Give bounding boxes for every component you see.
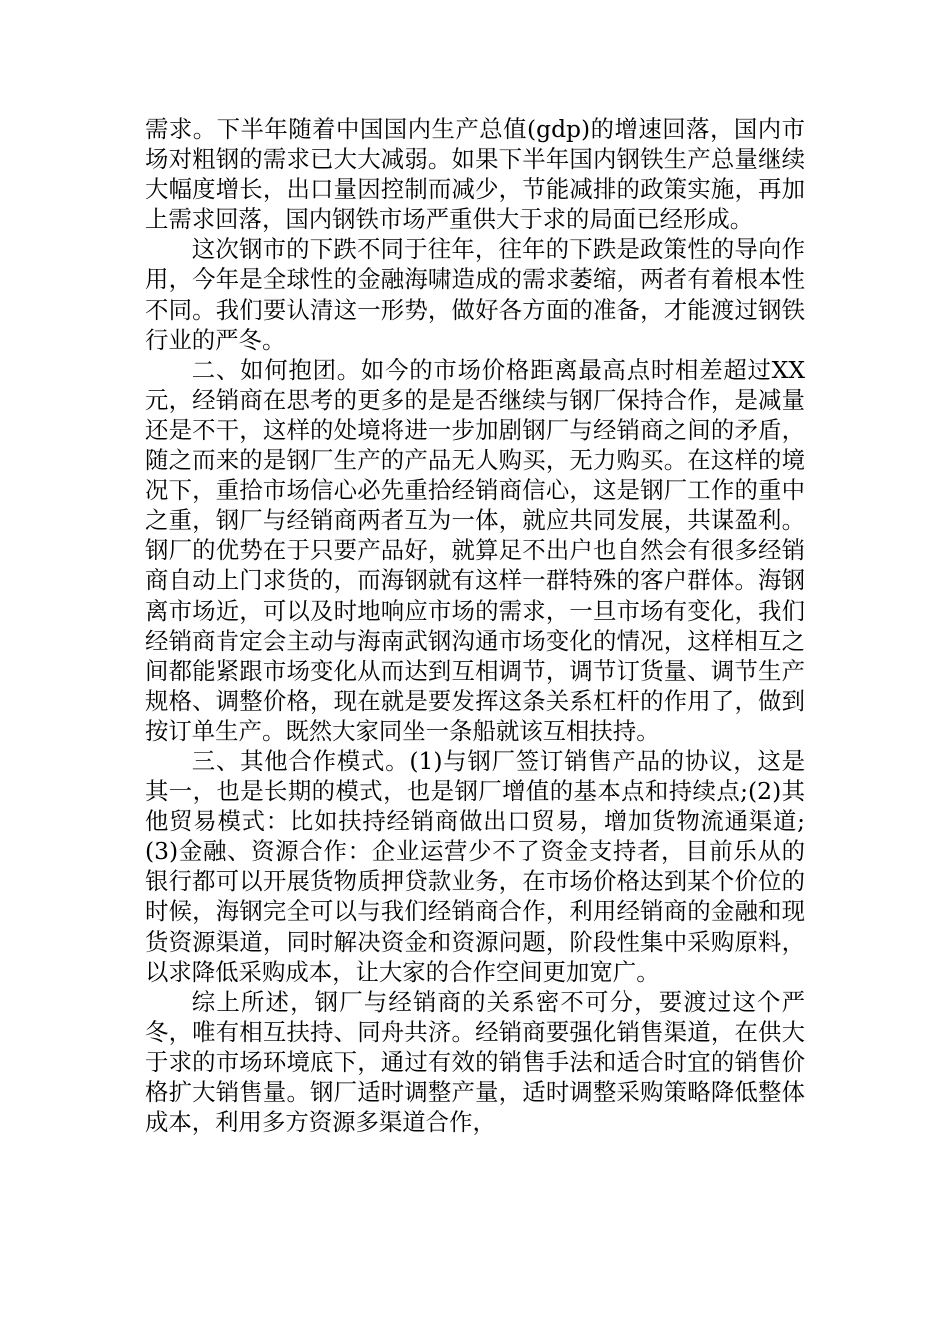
paragraph-how-to-unite: 二、如何抱团。如今的市场价格距离最高点时相差超过XX元，经销商在思考的更多的是是否继续与钢厂保持合作，是减量还是不干，这样的处境将进一步加剧钢厂与经销商之间的矛盾，随之而来的是钢厂生产的产品无人购买，无力购买。在这样的境况下，重拾市场信心必先重拾经销商信心，这是钢厂工作的重中之重，钢厂与经销商两者互为一体，就应共同发展，共谋盈利。钢厂的优势在于只要产品好，就算足不出户也自然会有很多经销商自动上门求货的，而海钢就有这样一群特殊的客户群体。海钢离市场近，可以及时地响应市场的需求，一旦市场有变化，我们经销商肯定会主动与海南武钢沟通市场变化的情况，这样相互之间都能紧跟市场变化从而达到互相调节，调节订货量、调节生产规格、调整价格，现在就是要发挥这条关系杠杆的作用了，做到按订单生产。既然大家同坐一条船就该互相扶持。 — [145, 355, 805, 745]
paragraph-market-drop: 这次钢市的下跌不同于往年，往年的下跌是政策性的导向作用，今年是全球性的金融海啸造成的需求萎缩，两者有着根本性不同。我们要认清这一形势，做好各方面的准备，才能渡过钢铁行业的严冬。 — [145, 235, 805, 354]
paragraph-demand-decline: 需求。下半年随着中国国内生产总值(gdp)的增速回落，国内市场对粗钢的需求已大大减弱。如果下半年国内钢铁生产总量继续大幅度增长，出口量因控制而减少，节能减排的政策实施，再加上需求回落，国内钢铁市场严重供大于求的局面已经形成。 — [145, 115, 805, 234]
document-body — [145, 114, 805, 1137]
paragraph-conclusion: 综上所述，钢厂与经销商的关系密不可分，要渡过这个严冬，唯有相互扶持、同舟共济。经销商要强化销售渠道，在供大于求的市场环境底下，通过有效的销售手法和适合时宜的销售价格扩大销售量。钢厂适时调整产量，适时调整采购策略降低整体成本，利用多方资源多渠道合作， — [145, 987, 805, 1137]
paragraph-other-cooperation: 三、其他合作模式。(1)与钢厂签订销售产品的协议，这是其一，也是长期的模式，也是钢厂增值的基本点和持续点;(2)其他贸易模式：比如扶持经销商做出口贸易，增加货物流通渠道;(3)金融、资源合作：企业运营少不了资金支持者，目前乐从的银行都可以开展货物质押贷款业务，在市场价格达到某个价位的时候，海钢完全可以与我们经销商合作，利用经销商的金融和现货资源渠道，同时解决资金和资源问题，阶段性集中采购原料，以求降低采购成本，让大家的合作空间更加宽广。 — [145, 746, 805, 986]
